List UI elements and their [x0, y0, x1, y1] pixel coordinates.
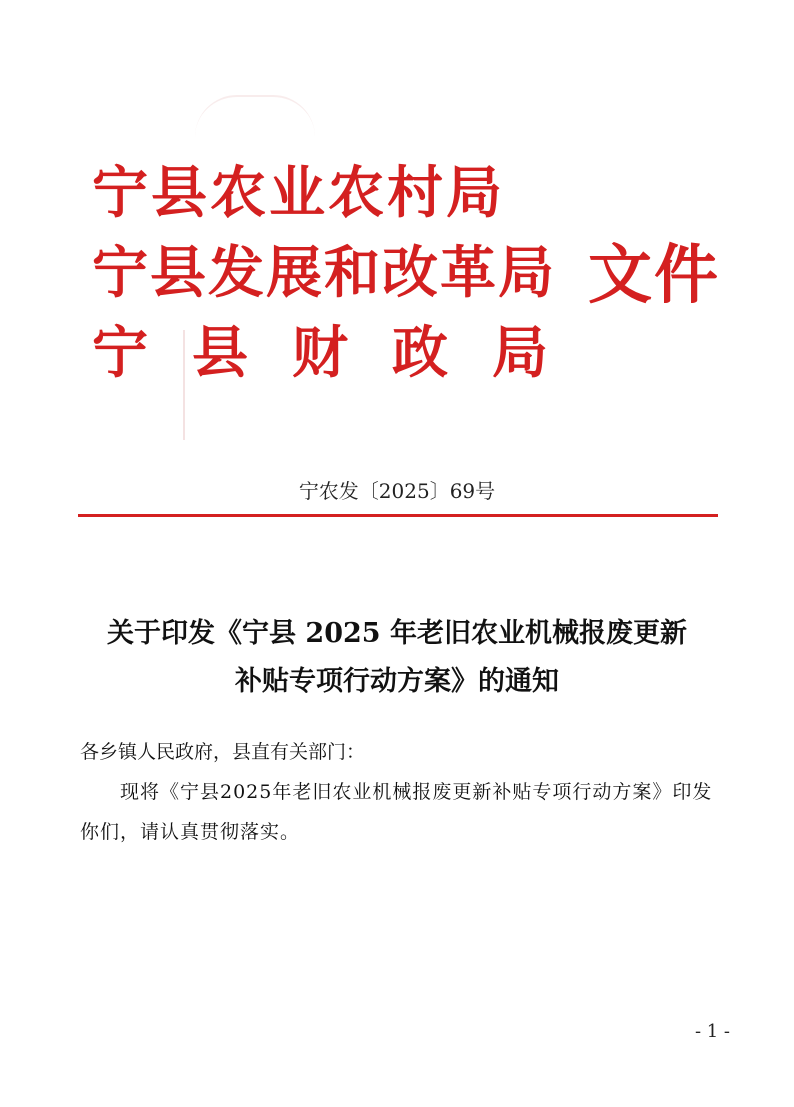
salutation: 各乡镇人民政府，县直有关部门：	[80, 741, 366, 763]
body-paragraph: 现将《宁县2025年老旧农业机械报废更新补贴专项行动方案》印发你们，请认真贯彻落实。	[80, 781, 713, 843]
document-header	[92, 140, 732, 400]
page-number: - 1 -	[694, 1021, 730, 1042]
document-label: 文件	[588, 238, 720, 313]
red-separator-line	[78, 514, 718, 517]
title-line-1: 关于印发《宁县 2025 年老旧农业机械报废更新	[107, 618, 687, 649]
document-body	[80, 732, 720, 852]
issuing-org-1: 宁县农业农村局	[92, 160, 505, 226]
document-number: 宁农发〔2025〕69号	[298, 479, 496, 503]
issuing-org-3: 宁县财政局	[92, 320, 592, 386]
faint-stamp-mark	[195, 95, 315, 137]
issuing-org-2: 宁县发展和改革局	[92, 240, 556, 306]
title-line-2: 补贴专项行动方案》的通知	[235, 666, 559, 697]
document-title	[70, 610, 724, 706]
